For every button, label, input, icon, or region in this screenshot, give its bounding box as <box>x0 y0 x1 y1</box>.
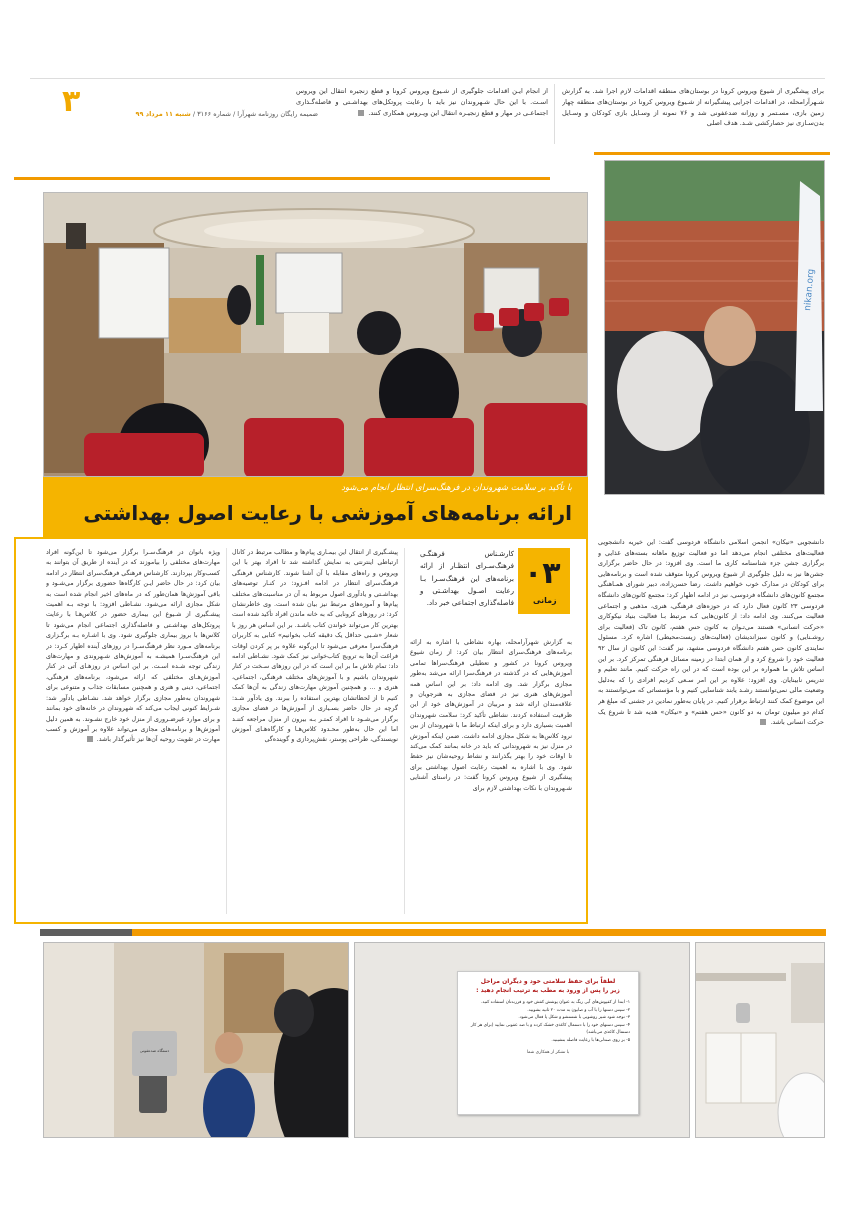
page-number: ۳ <box>62 84 81 119</box>
side-story: دانشجویی «نیکان» انجمن اسلامی دانشگاه فردوسی گفت: این خیریه دانشجویی فعالیت‌های مختلفی انجام می‌دهد اما دو فعالیت توزیع ماهانه بسته‌های غذایی و برگزاری جشن جزء شناسنامه کاری ما است. وی افزود: در حال حاضر برگزاری جشن‌ها نیز به دلیل جلوگیری از شیوع ویروس کرونا متوقف شده است و برنامه‌هایی برای کودکان در مدارک خوب خواهیم داشت. رضا حسن‌زاده، دبیر شورای همـاهنگی مجتمع کانون‌های دانشگاه فردوسی، نیز در ادامه اظهار کرد: مجتمع کانون‌های دانشگاه فردوسی ۲۳ کانون فعال دارد که در حوزه‌های فرهنگی، هنری، مذهبی و اجتماعی فعالیت می‌کنند. وی ادامه داد: از کانون‌هایی کـه مرتبط بـا فعالیت بنیاد نیکوکاری «حرکت انسانی» هستند می‌تـوان به کانون حس هفتم، کانون تاک (فعالیت برای روشـنایی) و کانون سبزاندیشان (فعالیت‌های زیست‌محیطی) اشاره کرد. مسئول نمایندی کانون حس هفتم دانشگاه فردوسی مشهد، نیز گفت: این کانون از سال ۹۲ فعالیت خود را شروع کرد و از همان ابتدا در زمینه مسائل فرهنگی تمرکز کرد. بر این اساس تلاش ما همواره بر این بوده است که در این راه حرکت کنیم. مانند تعلیم و تدریس نابینایان. وی افزود: علاوه بر این امر سـعی کردیم افرادی را که به‌دلیل وضعیت مالی نمی‌توانستند رشـد یابند شناسایی کنیم و با مؤسساتی که می‌توانستند به این موضوع کمک کنند ارتباط برقرار کنیم. در پایان به‌طور نمادین در جشنی که مبلغ هر کدام دو میلیون تومان به دو کانون «حس هفتم» و «نیکان» هدیه شد تا شروع یک حرکت انسانی باشد. <box>598 538 824 727</box>
article-column-divider <box>226 548 227 914</box>
end-square-icon <box>87 736 93 742</box>
side-section-bar <box>594 152 830 155</box>
handwashing-photo <box>43 942 349 1138</box>
issue-date: شنبه ۱۱ مرداد ۹۹ <box>135 110 191 118</box>
notice-footer: با تشکر از همکاری شما <box>526 1050 570 1055</box>
notice-item-4: ۴- سپس دستهای خود را با دستمال کاغذی خشک کرده و با ضد عفونی نمایید (برای هر کار دستمال کاغذی می‌باشد) <box>470 1022 630 1035</box>
issue-info <box>88 110 318 118</box>
top-story-right-column: برای پیشگیری از شیوع ویروس کرونا در بوستان‌های منطقه اقدامات لازم اجرا شد. به گزارش شـهرآرامحله، در اقدامات اجرایی پیشگیرانه از شـیوع ویروس کرونا در بوستان‌های منطقه چهار زمین بازی، مسـتمر و روزانه ضدعفونی شد و ۷۶ نمونه از وسـایل بازی کودکان و وسـایل بدن‌سـازی نیز حصارکشی شـد. هدف اصلی <box>562 87 824 128</box>
header-top-rule <box>30 78 825 79</box>
bottom-bar-orange <box>132 929 826 936</box>
issue-prefix: ضمیمه رایگان روزنامه شهرآرا / شماره ۳۱۶۶ / <box>192 110 318 118</box>
svg-text:nikan.org: nikan.org <box>803 268 817 312</box>
notice-item-5: ۵- بر روی صندلی‌ها با رعایت فاصله بنشینید. <box>551 1037 630 1043</box>
dispenser-label: دستگاه ضدعفونی <box>139 1048 170 1053</box>
end-square-icon <box>358 110 364 116</box>
notice-title-1: لطفاً برای حفظ سلامتی خود و دیگران مراحل <box>480 978 616 985</box>
notice-sheet <box>457 971 639 1115</box>
notice-item-2: ۲- سپس دستها را با آب و صابون به مدت ۲۰ ثانیه بشویید. <box>527 1007 630 1013</box>
logo-word: زمانی <box>533 596 557 605</box>
article-lead: کارشـناس فرهنگـی فرهنگ‌سـرای انتظـار از ارائه برنامه‌های این فرهنگ‌سـرا بـا رعایت اصـول بهداشـتی و فاصله‌گذاری اجتماعی خبر داد. <box>420 550 514 608</box>
notice-photo <box>354 942 690 1138</box>
handwashing-photo-svg <box>44 943 349 1138</box>
classroom-photo-svg <box>44 193 588 477</box>
article-column-divider <box>404 548 405 914</box>
clinic-photo <box>695 942 825 1138</box>
notice-item-1: ۱- ابتدا از کفپوش‌های آبی رنگ به عنوان پوشش کفش خود و فرزندتان استفاده کنید. <box>481 1000 630 1005</box>
headline-title: ارائه برنامه‌های آموزشی با رعایت اصول بهداشتی <box>83 501 572 525</box>
headline-kicker: با تأکید بر سلامت شهروندان در فرهنگ‌سرای انتظار انجام می‌شود <box>341 483 572 493</box>
logo-number: ۰۳ <box>524 556 561 591</box>
clinic-photo-svg <box>696 943 825 1138</box>
article-column-1: به گزارش شهرآرامحله، بهاره نشاطی با اشاره به ارائه برنامه‌های فرهنگ‌سرای انتظار بیان کرد: از زمان شیوع ویروس کرونا در کشور و تعطیلی فرهنگ‌سراها تمامی آموزش‌هایی که در گذشته در فرهنگ‌سرا ارائه می‌شد به‌طور مجازی برگزار شد. وی ادامه داد: بر این اساس همه آموزش‌های هنری نیز در فضای مجازی به هنرجویان و علاقه‌مندان ارائه شد و مربیان در آموزش‌های خود از این ظرفیت استفاده کردند. نشاطی تأکید کرد: سلامت شهروندان اهمیت بسیاری دارد و برای اینکه ارتباط ما با شهروندان از بین نرود کلاس‌ها به شکل مجازی ادامه داشت. ضمن اینکه آموزش در منزل نیز به شهروندانی که باید در خانه بمانند کمک می‌کند تا اوقات خود را بهتر بگذرانند و نشاط روحیه‌شان نیز حفظ شود. وی با اشاره به اهمیت رعایت اصول بهداشتی برای پیشگیری از شیوع ویروس کرونا گفت: در راستای آشنایی شـهروندان با نکات بهداشتی لازم برای <box>410 639 572 792</box>
end-square-icon <box>760 719 766 725</box>
students-photo <box>604 160 825 495</box>
classroom-photo <box>43 192 588 477</box>
headline-banner <box>43 477 588 537</box>
zamani-logo <box>518 548 570 614</box>
column-divider <box>554 84 555 144</box>
students-photo-svg <box>605 161 825 495</box>
notice-title-2: زیر را پس از ورود به مطب به ترتیب انجام دهید : <box>476 987 620 994</box>
section-bar <box>14 177 550 180</box>
article-column-3: ویژه بانوان در فرهنگ‌سـرا برگزار می‌شود تا این‌گونه افراد مهارت‌های مختلفی را بیاموزند که در آینده از طریق آن بتوانند به کسب‌وکار بپردازند. کارشناس فرهنگی فرهنگ‌سرای انتظار در ادامه بیان کرد: در حال حاضر ایـن کارگاه‌ها حضوری برگزار می‌شـود و باقی آموزش‌ها همان‌طور که در ماه‌های اخیر انجام شده است به شکل مجازی ارائه می‌شود. نشـاطی افزود: با توجه بـه اهمیت پیشـگیری از شـیوع این بیماری حضور در کلاس‌هـا با رعایت پروتکل‌های بهداشـتی و فاصله‌گذاری اجتماعی انجام می‌شود تا کلاس‌ها با بروز بیماری جلوگیری شود. وی با اشـاره بـه برگـزاری برنامه‌های مـورد نظر فرهنگ‌سـرا در روزهای آینده اظهار کـرد: در این فرهنگ‌سـرا همیشـه به آموزش‌های شـهروندی و مهارت‌های زندگی توجه شـده اسـت. بر این اساس در روزهـای آتی در کنار آموزش‌هـای مختلفی که ارائه می‌شود، برنامه‌های فرهنگی، اجتماعی، دینی و هنری و همچنین مسابقات جذاب و متنوعی برای شهروندان به‌طور مجازی برگزار خواهد شد. نشـاطی یادآور شد: شـرایط کنونی ایجاب می‌کند که شهروندان در خانه‌های خود بمانند و برای موارد غیرضـروری از منزل خود خارج نشـوند. به همین دلیل آموزش‌ها و برنامه‌های مجازی می‌تواند علاوه بر آموزش و کسب مهارت در تقویت روحیه آن‌ها نیز تأثیرگذار باشد. <box>46 549 220 744</box>
article-column-2: پیشـگیری از انتقال این بیمـاری پیام‌ها و مطالب مرتبط در کانال ارتباطی اینترنتی به نمایش گذاشته شد تا افراد بهتر با این ویروس و راه‌های مقابله با آن آشنا شوند. کارشناس فرهنگی فرهنگ‌سرای انتظار در ادامه افـزود: در کنـار توصیه‌های بهداشـتی و یادآوری اصول مربوط به آن در مناسبت‌های مختلف پیام‌ها و آموزه‌های مرتبط نیز بیان شده است. وی خاطرنشان کرد: در روزهای کرونایی که به خانه ماندن افراد تأکید شده است بهترین کار می‌تواند خواندن کتاب باشـد. بر این اساس هر روز با شعار «شـبی حداقل یک دقیقه کتاب بخوانیم» کتابی به کاربران فرهنگ‌سرا معرفی می‌شود تا این‌گونه علاوه بر پر کردن اوقات فراغت آن‌ها به ترویج کتاب‌خوانی نیز کمک شود. نشـاطی ادامه داد: تمام تلاش ما بر این است که در این روزهای سـخت در کنار شهروندان باشیم و با آموزش‌های مختلف فرهنگی، اجتماعی، هنری و ... و همچنین آموزش مهارت‌های زندگی به آن‌ها کمک کنیم تا از لحظاتشان بهترین استفاده را ببرند. وی یادآور شـد: گرچه در حال حاضر بسـیاری از آموزش‌ها در فضای مجازی برگزار می‌شـود تا افراد کمتـر بـه بیرون از منزل مراجعه کننـد اما این حال به‌طور محـدود کلاس‌هـا و کارگاه‌هـای آموزش نویسندگی، طراحی پوستر، نقش‌پردازی و گوینده‌گی <box>232 549 398 744</box>
notice-item-3: ۳- توجه شود شیر روشویی با شستشو و شکل پا فعال می‌شود. <box>518 1015 630 1020</box>
page-header <box>40 84 318 126</box>
top-story-left-column: از انجام ایـن اقدامات جلوگیری از شـیوع ویروس کرونا و قطع زنجیره انتقال این ویروس اسـت. با این حال شـهروندان نیز باید با رعایت پروتکل‌های بهداشـتی و فاصله‌گـذاری اجتماعـی در مهار و قطع زنجیـره انتقال این ویـروس همکاری کنند. <box>296 87 548 117</box>
bottom-bar-gray <box>40 929 132 936</box>
